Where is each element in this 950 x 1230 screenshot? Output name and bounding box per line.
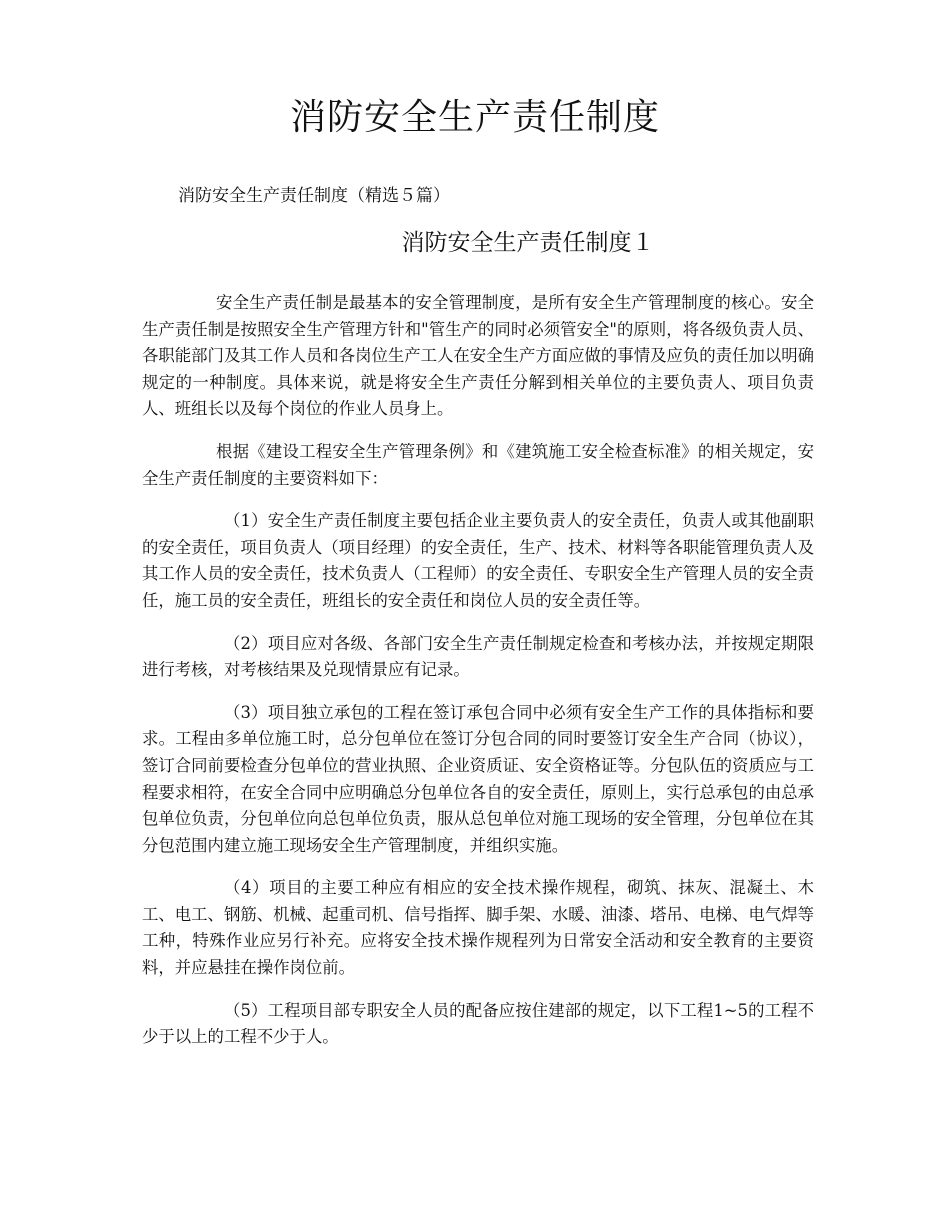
paragraph-basis: 根据《建设工程安全生产管理条例》和《建筑施工安全检查标准》的相关规定，安全生产责任制度的主要资料如下：	[142, 441, 814, 488]
paragraph-item-4: （4）项目的主要工种应有相应的安全技术操作规程，砌筑、抹灰、混凝土、木工、电工、钢筋、机械、起重司机、信号指挥、脚手架、水暖、油漆、塔吊、电梯、电气焊等工种，特殊作业应另行补充。应将安全技术操作规程列为日常安全活动和安全教育的主要资料，并应悬挂在操作岗位前。	[142, 878, 815, 978]
document-subtitle: 消防安全生产责任制度（精选５篇）	[178, 186, 450, 206]
section-heading: 消防安全生产责任制度１	[401, 230, 655, 256]
paragraph-intro: 安全生产责任制是最基本的安全管理制度，是所有安全生产管理制度的核心。安全生产责任制是按照安全生产管理方针和"管生产的同时必须管安全"的原则，将各级负责人员、各职能部门及其工作人员和各岗位生产工人在安全生产方面应做的事情及应负的责任加以明确规定的一种制度。具体来说，就是将安全生产责任分解到相关单位的主要负责人、项目负责人、班组长以及每个岗位的作业人员身上。	[142, 293, 815, 419]
document-title: 消防安全生产责任制度	[289, 97, 660, 138]
paragraph-item-3: （3）项目独立承包的工程在签订承包合同中必须有安全生产工作的具体指标和要求。工程由多单位施工时，总分包单位在签订分包合同的同时要签订安全生产合同（协议），签订合同前要检查分包单位的营业执照、企业资质证、安全资格证等。分包队伍的资质应与工程要求相符，在安全合同中应明确总分包单位各自的安全责任，原则上，实行总承包的由总承包单位负责，分包单位向总包单位负责，服从总包单位对施工现场的安全管理，分包单位在其分包范围内建立施工现场安全生产管理制度，并组织实施。	[142, 702, 815, 855]
paragraph-item-2: （2）项目应对各级、各部门安全生产责任制规定检查和考核办法，并按规定期限进行考核，对考核结果及兑现情景应有记录。	[142, 633, 814, 680]
document-body	[142, 290, 814, 1067]
paragraph-item-1: （1）安全生产责任制度主要包括企业主要负责人的安全责任，负责人或其他副职的安全责任，项目负责人（项目经理）的安全责任，生产、技术、材料等各职能管理负责人及其工作人员的安全责任，技术负责人（工程师）的安全责任、专职安全生产管理人员的安全责任，施工员的安全责任，班组长的安全责任和岗位人员的安全责任等。	[142, 511, 815, 610]
paragraph-item-5: （5）工程项目部专职安全人员的配备应按住建部的规定，以下工程1~5的工程不少于以上的工程不少于人。	[142, 1000, 814, 1047]
